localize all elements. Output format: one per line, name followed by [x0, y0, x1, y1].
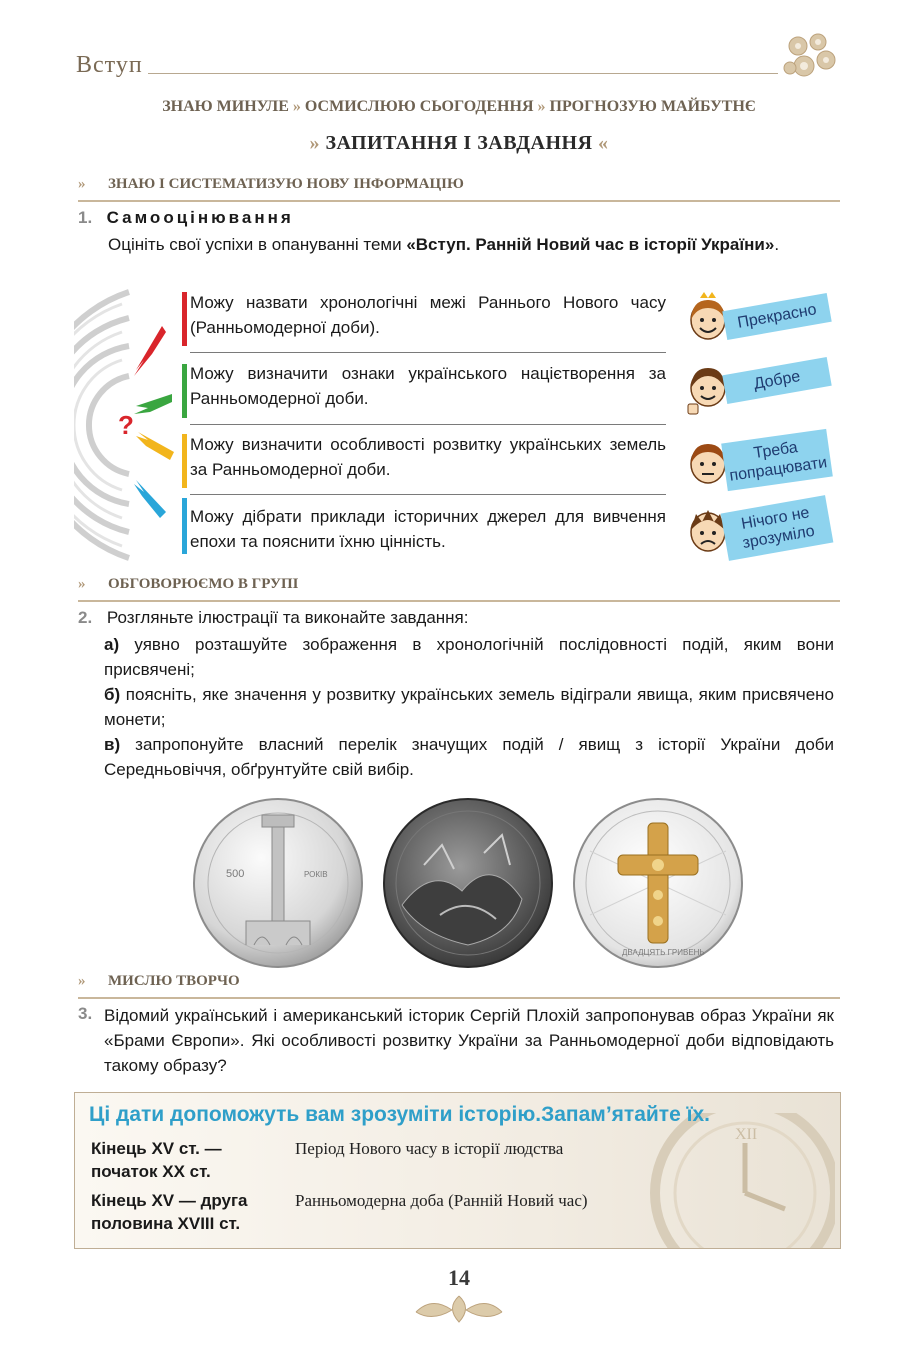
page-heading-text: ЗАПИТАННЯ І ЗАВДАННЯ [325, 132, 593, 154]
double-chevron-right-icon: » [309, 132, 320, 154]
date-description: Період Нового часу в історії людства [295, 1139, 564, 1158]
yellow-arrow-icon [136, 432, 174, 460]
task-1-intro-end: . [774, 235, 780, 254]
tagline-separator-icon: » [537, 98, 546, 115]
item-label: б) [104, 685, 121, 704]
section-header-group-discussion [78, 574, 840, 602]
date-term-line: Кінець XV — друга [91, 1191, 248, 1210]
date-term-line: половина XVIII ст. [91, 1214, 241, 1233]
divider [190, 424, 666, 425]
coin-monument [194, 799, 362, 967]
tagline-part-past: ЗНАЮ МИНУЛЕ [162, 98, 289, 115]
date-term-line: Кінець XV ст. — [91, 1139, 222, 1158]
task-3-number-wrap [78, 1004, 92, 1024]
page-heading [0, 132, 918, 155]
task-2-item-c [104, 732, 834, 782]
section-header-text: ЗНАЮ І СИСТЕМАТИЗУЮ НОВУ ІНФОРМАЦІЮ [108, 176, 464, 192]
date-term [91, 1189, 248, 1235]
divider [190, 494, 666, 495]
running-title-rule [148, 73, 778, 74]
self-assessment-item: Можу визначити ознаки українського націєтворення за Ранньомодерної доби. [190, 364, 666, 408]
coin-battle-scene [384, 799, 552, 967]
red-arrow-icon [134, 326, 166, 376]
commemorative-coins-illustration [192, 795, 752, 970]
self-assessment-item: Можу дібрати приклади історичних джерел для вивчення епохи та пояснити їхню цінність. [190, 507, 666, 551]
task-number: 2. [78, 608, 93, 627]
accent-bar-red [182, 292, 187, 346]
section-header-text: ОБГОВОРЮЄМО В ГРУПІ [108, 576, 299, 592]
section-header-text: МИСЛЮ ТВОРЧО [108, 973, 240, 989]
task-number: 1. [78, 208, 93, 227]
task-1-topic: «Вступ. Ранній Новий час в історії України» [406, 235, 775, 254]
tagline-part-future: ПРОГНОЗУЮ МАЙБУТНЄ [549, 98, 756, 115]
rating-excellent: Прекрасно [722, 293, 831, 340]
task-1-intro [78, 232, 834, 257]
tagline-separator-icon: » [292, 98, 301, 115]
key-dates-box [74, 1092, 841, 1249]
item-label: в) [104, 735, 121, 754]
item-text: уявно розташуйте зображення в хронологічній послідовності подій, яким вони присвячені; [104, 635, 834, 679]
date-term-line: початок XX ст. [91, 1162, 211, 1181]
date-description: Ранньомодерна доба (Ранній Новий час) [295, 1191, 588, 1210]
svg-text:XII: XII [735, 1126, 758, 1143]
task-number: 3. [78, 1004, 93, 1023]
footer-ornament-icon [412, 1292, 506, 1326]
section-header-systematize [78, 174, 840, 202]
rating-good: Добре [722, 357, 831, 404]
task-3-text: Відомий український і американський історик Сергій Плохій запропонував образ України як «Брами Європи». Які особливості розвитку України за Ранньомодерної доби відповідають такому образу? [104, 1006, 834, 1075]
item-label: а) [104, 635, 120, 654]
divider [190, 352, 666, 353]
green-arrow-icon [134, 394, 172, 414]
coin-3-value: ДВАДЦЯТЬ ГРИВЕНЬ [622, 948, 705, 957]
dates-box-title: Ці дати допоможуть вам зрозуміти історію.Запам’ятайте їх. [89, 1103, 711, 1126]
accent-bar-green [182, 364, 187, 418]
floral-ornament-icon [778, 28, 842, 84]
accent-bar-blue [182, 498, 187, 554]
double-chevron-icon: » [78, 176, 86, 192]
blue-arrow-icon [134, 480, 166, 518]
coin-1-value: 500 [226, 868, 245, 880]
running-title: Вступ [76, 52, 143, 78]
section-header-creative-thinking [78, 971, 840, 999]
section-tagline [0, 98, 918, 116]
accent-bar-yellow [182, 434, 187, 488]
page-number: 14 [448, 1265, 470, 1290]
item-text: запропонуйте власний перелік значущих подій / явищ з історії України доби Середньовіччя, обґрунтуйте свій вибір. [104, 735, 835, 779]
task-2-item-a [104, 632, 834, 682]
double-chevron-left-icon: « [598, 132, 609, 154]
task-2-item-b [104, 682, 834, 732]
double-chevron-icon: » [78, 973, 86, 989]
task-title: Самооцінювання [106, 208, 294, 227]
task-1-heading [78, 208, 294, 228]
date-term [91, 1137, 222, 1183]
rating-needs-work: Треба попрацювати [721, 429, 833, 491]
item-text: поясніть, яке значення у розвитку українських земель відіграли явища, яким присвячено монети; [104, 685, 834, 729]
target-arrows-illustration [74, 284, 184, 566]
question-mark-icon: ? [118, 410, 134, 440]
task-2-intro: Розгляньте ілюстрації та виконайте завдання: [106, 608, 469, 627]
task-2-heading [78, 608, 468, 628]
double-chevron-icon: » [78, 576, 86, 592]
coin-1-word: РОКІВ [304, 870, 328, 879]
task-1-intro-text: Оцініть свої успіхи в опануванні теми [108, 235, 407, 254]
tagline-part-present: ОСМИСЛЮЮ СЬОГОДЕННЯ [304, 98, 534, 115]
clock-background-icon [595, 1113, 835, 1249]
coin-golden-cross [574, 799, 742, 967]
self-assessment-item: Можу визначити особливості розвитку українських земель за Ранньомодерної доби. [190, 435, 666, 479]
rating-not-understood: Нічого не зрозуміло [721, 495, 834, 561]
self-assessment-item: Можу назвати хронологічні межі Раннього Нового часу (Ранньомодерної доби). [190, 293, 666, 337]
